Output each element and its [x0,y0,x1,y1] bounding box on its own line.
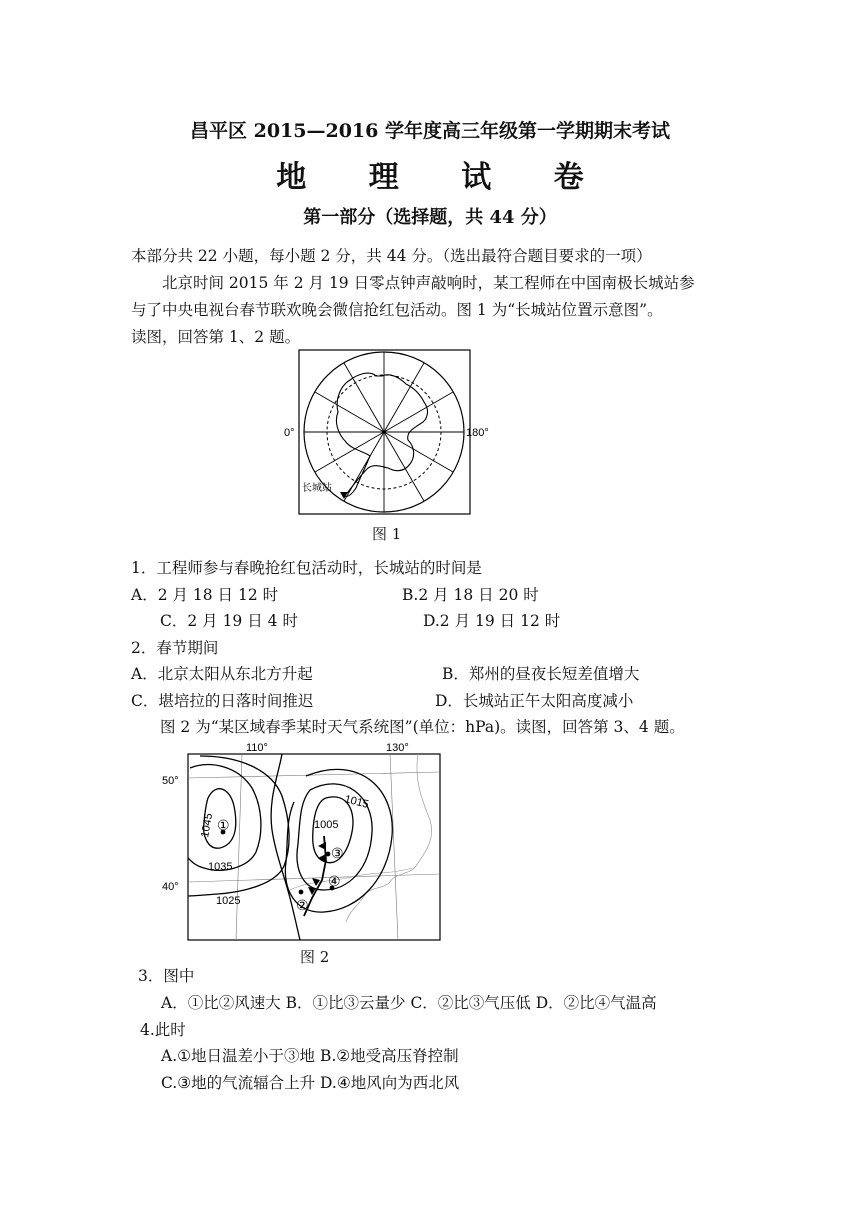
label-isobar-1045: 1045 [199,812,216,839]
q3-stem: 3．图中 [138,967,195,985]
label-180-deg: 180° [466,427,489,439]
label-lat-40: 40° [162,881,179,893]
q3-options: A．①比②风速大 B．①比③云量少 C．②比③气压低 D．②比④气温高 [161,994,657,1012]
point-3-dot [326,852,331,857]
q1-option-d: D.2 月 19 日 12 时 [423,612,561,630]
q2-option-a: A．北京太阳从东北方升起 [131,665,313,683]
label-point-2: ② [296,897,309,913]
q1-option-a: A．2 月 18 日 12 时 [131,586,279,604]
label-point-4: ④ [328,873,341,889]
q4-options-line-1: A.①地日温差小于③地 B.②地受高压脊控制 [161,1047,459,1065]
passage-line-2: 与了中央电视台春节联欢晚会微信抢红包活动。图 1 为“长城站位置示意图”。 [131,301,663,319]
label-lon-110: 110° [246,742,268,754]
changcheng-station-label: 长城站 [302,483,332,494]
q2-option-c: C．堪培拉的日落时间推迟 [131,692,314,710]
q1-option-c: C．2 月 19 日 4 时 [160,612,298,630]
q4-options-line-2: C.③地的气流辐合上升 D.④地风向为西北风 [161,1074,460,1092]
label-isobar-1035: 1035 [208,861,233,873]
label-lat-50: 50° [162,775,179,787]
subject-title: 地 理 试 卷 [276,160,610,195]
label-point-1: ① [217,817,230,833]
q2-option-d: D．长城站正午太阳高度减小 [435,692,634,710]
figure-1-caption: 图 1 [372,525,402,543]
figure-2-weather-map [160,740,450,946]
label-isobar-1025: 1025 [216,895,241,907]
instruction-text: 本部分共 22 小题，每小题 2 分，共 44 分。（选出最符合题目要求的一项） [131,247,652,265]
label-lon-130: 130° [386,742,409,754]
part-title: 第一部分（选择题，共 44 分） [303,207,557,228]
q1-stem: 1．工程师参与春晚抢红包活动时，长城站的时间是 [131,559,482,577]
q2-stem: 2．春节期间 [131,639,219,657]
q2-option-b: B．郑州的昼夜长短差值增大 [442,665,640,683]
q4-stem: 4.此时 [140,1021,186,1039]
point-2-dot [299,890,304,895]
label-0-deg: 0° [284,427,295,439]
passage-line-1: 北京时间 2015 年 2 月 19 日零点钟声敲响时，某工程师在中国南极长城站参 [162,274,695,292]
label-isobar-1005: 1005 [314,819,339,831]
passage-line-3: 读图，回答第 1、2 题。 [131,328,301,346]
exam-title: 昌平区 2015—2016 学年度高三年级第一学期期末考试 [190,120,670,142]
q1-option-b: B.2 月 18 日 20 时 [402,586,539,604]
figure-2-intro: 图 2 为“某区域春季某时天气系统图”(单位：hPa)。读图，回答第 3、4 题。 [160,718,685,736]
label-point-3: ③ [331,845,344,861]
figure-2-caption: 图 2 [300,948,330,966]
figure-1-map [278,346,490,518]
label-isobar-1015: 1015 [343,793,370,811]
